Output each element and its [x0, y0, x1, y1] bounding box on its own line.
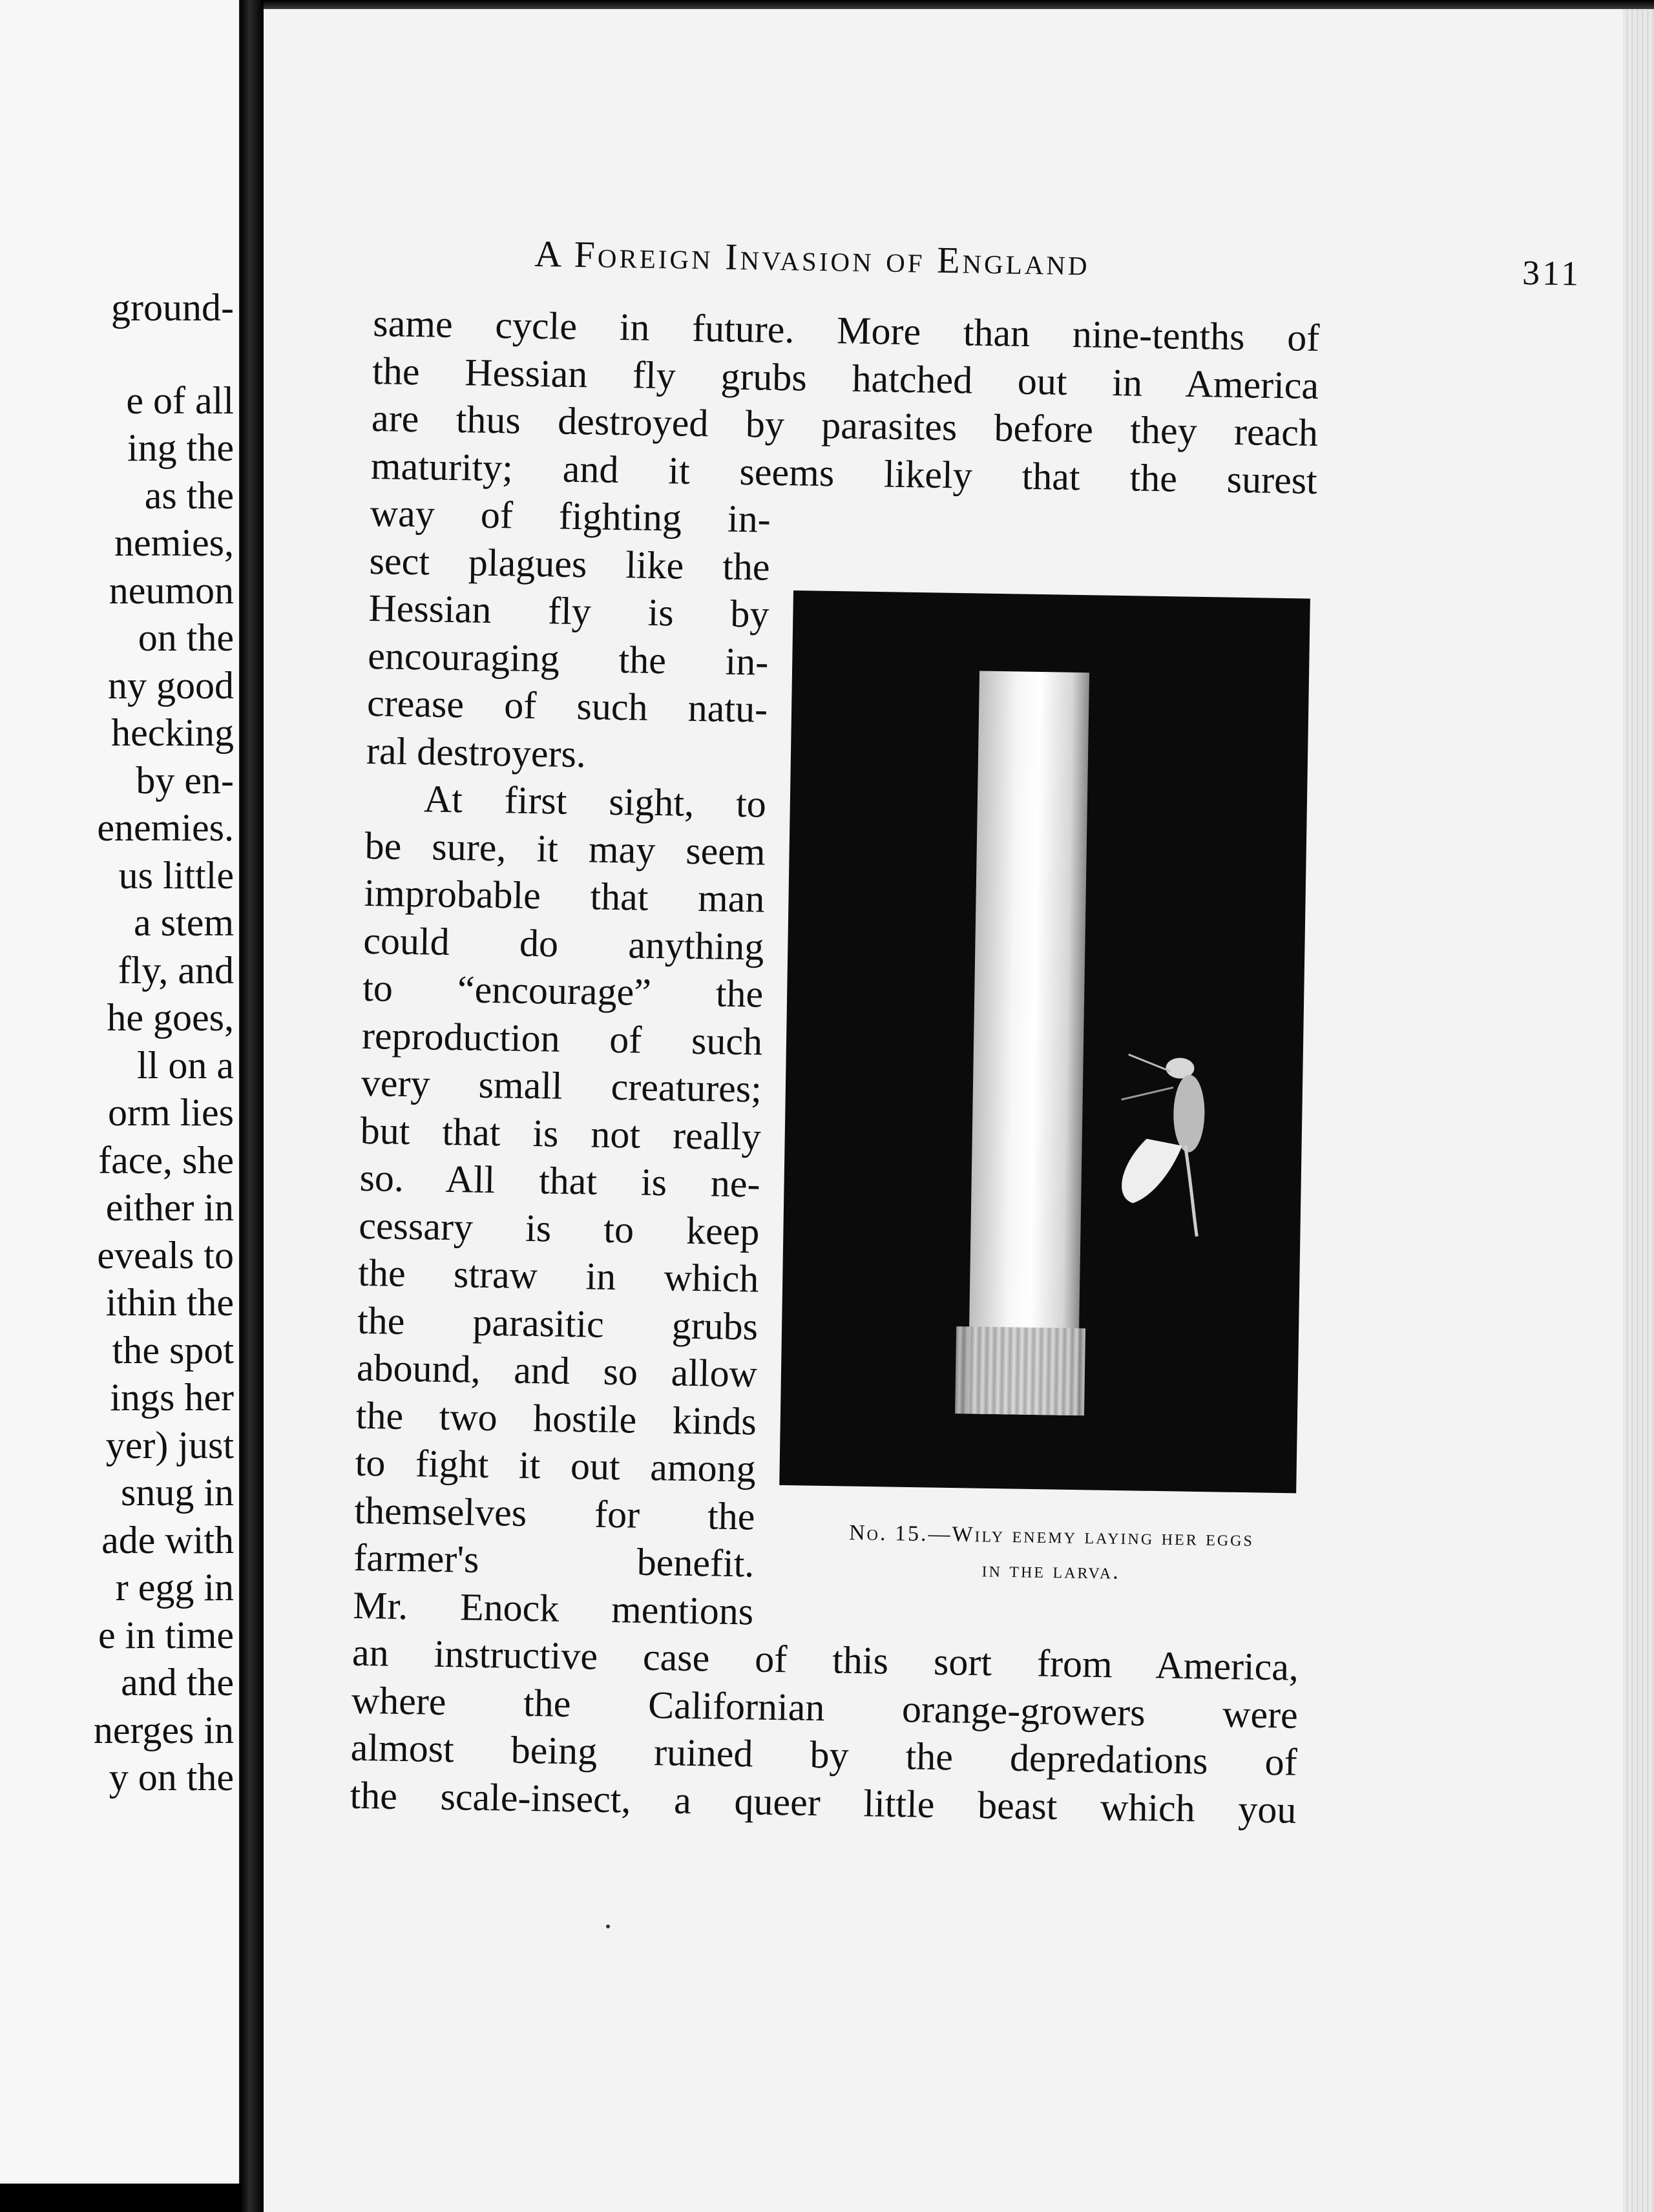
scan-speck [606, 1925, 610, 1928]
body-line: ral destroyers. [366, 729, 587, 775]
body-line: way of fighting in- [370, 491, 771, 541]
left-page-line: by en- [136, 758, 234, 802]
body-line: an instructive case of this sort from America, [351, 1631, 1299, 1689]
left-page-line: eveals to [97, 1233, 234, 1277]
left-page-line: r egg in [115, 1566, 234, 1609]
left-page-line: neumon [109, 569, 234, 612]
left-page-line: snug in [120, 1471, 234, 1514]
left-page-line: ground- [111, 286, 234, 329]
body-line: same cycle in future. More than nine-tenths of [372, 301, 1320, 360]
left-page-line: enemies. [97, 806, 234, 849]
left-page-line: he goes, [107, 996, 234, 1039]
figure-photograph [779, 590, 1310, 1493]
left-page-line: ll on a [137, 1043, 234, 1087]
page-number: 311 [1522, 253, 1582, 293]
left-page-line: ings her [110, 1376, 234, 1419]
book-gutter [240, 0, 264, 2212]
body-line: themselves for the [354, 1488, 756, 1538]
left-page-line: a stem [134, 901, 234, 944]
left-page-line: either in [105, 1186, 234, 1229]
caption-line: No. 15.—Wily enemy laying her eggs [848, 1521, 1255, 1551]
left-page-line: y on the [109, 1756, 234, 1799]
body-line: very small creatures; [361, 1061, 762, 1111]
body-line: sect plagues like the [369, 539, 771, 589]
body-line: to “encourage” the [362, 966, 764, 1016]
left-page-line: e in time [98, 1613, 234, 1656]
body-line: where the Californian orange-growers were [351, 1678, 1299, 1737]
right-page [264, 9, 1654, 2212]
body-line: farmer's benefit. [353, 1536, 755, 1585]
left-page-line: nerges in [93, 1708, 234, 1751]
body-line: the straw in which [357, 1251, 759, 1300]
body-line: abound, and so allow [356, 1346, 758, 1395]
left-page-line: us little [118, 853, 234, 897]
left-page-line: as the [144, 474, 234, 517]
body-line: cessary is to keep [358, 1204, 760, 1253]
straw-stem [968, 671, 1089, 1416]
body-line: could do anything [362, 919, 764, 968]
left-facing-page [0, 0, 242, 2184]
running-head [534, 232, 1581, 313]
left-page-line: ing the [127, 426, 234, 469]
body-line: the Hessian fly grubs hatched out in America [372, 349, 1319, 407]
left-page-line: yer) just [105, 1423, 234, 1466]
body-line: so. All that is ne- [359, 1156, 761, 1205]
body-line: At first sight, to [423, 777, 767, 826]
left-page-line: ny good [108, 663, 234, 707]
body-line: be sure, it may seem [364, 824, 766, 873]
left-page-line: fly, and [118, 948, 234, 992]
left-page-line: and the [121, 1661, 234, 1704]
body-line: improbable that man [364, 871, 766, 921]
body-line: the scale-insect, a queer little beast which you [350, 1773, 1297, 1831]
caption-line: in the larva. [981, 1558, 1121, 1584]
page-edge-stack [1623, 9, 1654, 2212]
body-line: are thus destroyed by parasites before they reach [371, 396, 1319, 454]
body-line: the parasitic grubs [357, 1299, 759, 1348]
left-page-line: on the [138, 616, 234, 659]
parasitic-wasp-icon [1106, 1041, 1226, 1250]
body-line: the two hostile kinds [355, 1393, 757, 1443]
left-page-line: face, she [98, 1138, 234, 1182]
body-line: but that is not really [360, 1109, 762, 1158]
body-line: crease of such natu- [366, 681, 768, 731]
left-page-text [94, 284, 234, 1802]
left-page-line: nemies, [114, 521, 234, 564]
left-page-line: the spot [112, 1328, 234, 1372]
body-line: maturity; and it seems likely that the surest [370, 444, 1318, 502]
left-page-line: ithin the [105, 1281, 234, 1324]
left-page-line: e of all [126, 379, 234, 422]
left-page-line: hecking [111, 711, 234, 754]
body-line: reproduction of such [361, 1014, 763, 1063]
body-line: encouraging the in- [367, 634, 769, 683]
figure-caption [760, 1514, 1343, 1593]
body-line: Hessian fly is by [368, 586, 769, 636]
straw-node [955, 1326, 1085, 1415]
body-line: almost being ruined by the depredations of [350, 1726, 1298, 1784]
body-line: Mr. Enock mentions [352, 1583, 754, 1633]
left-page-line: ade with [101, 1518, 234, 1561]
left-page-line: orm lies [108, 1091, 234, 1134]
running-title: A Foreign Invasion of England [534, 232, 1091, 284]
body-line: to fight it out among [355, 1441, 757, 1490]
